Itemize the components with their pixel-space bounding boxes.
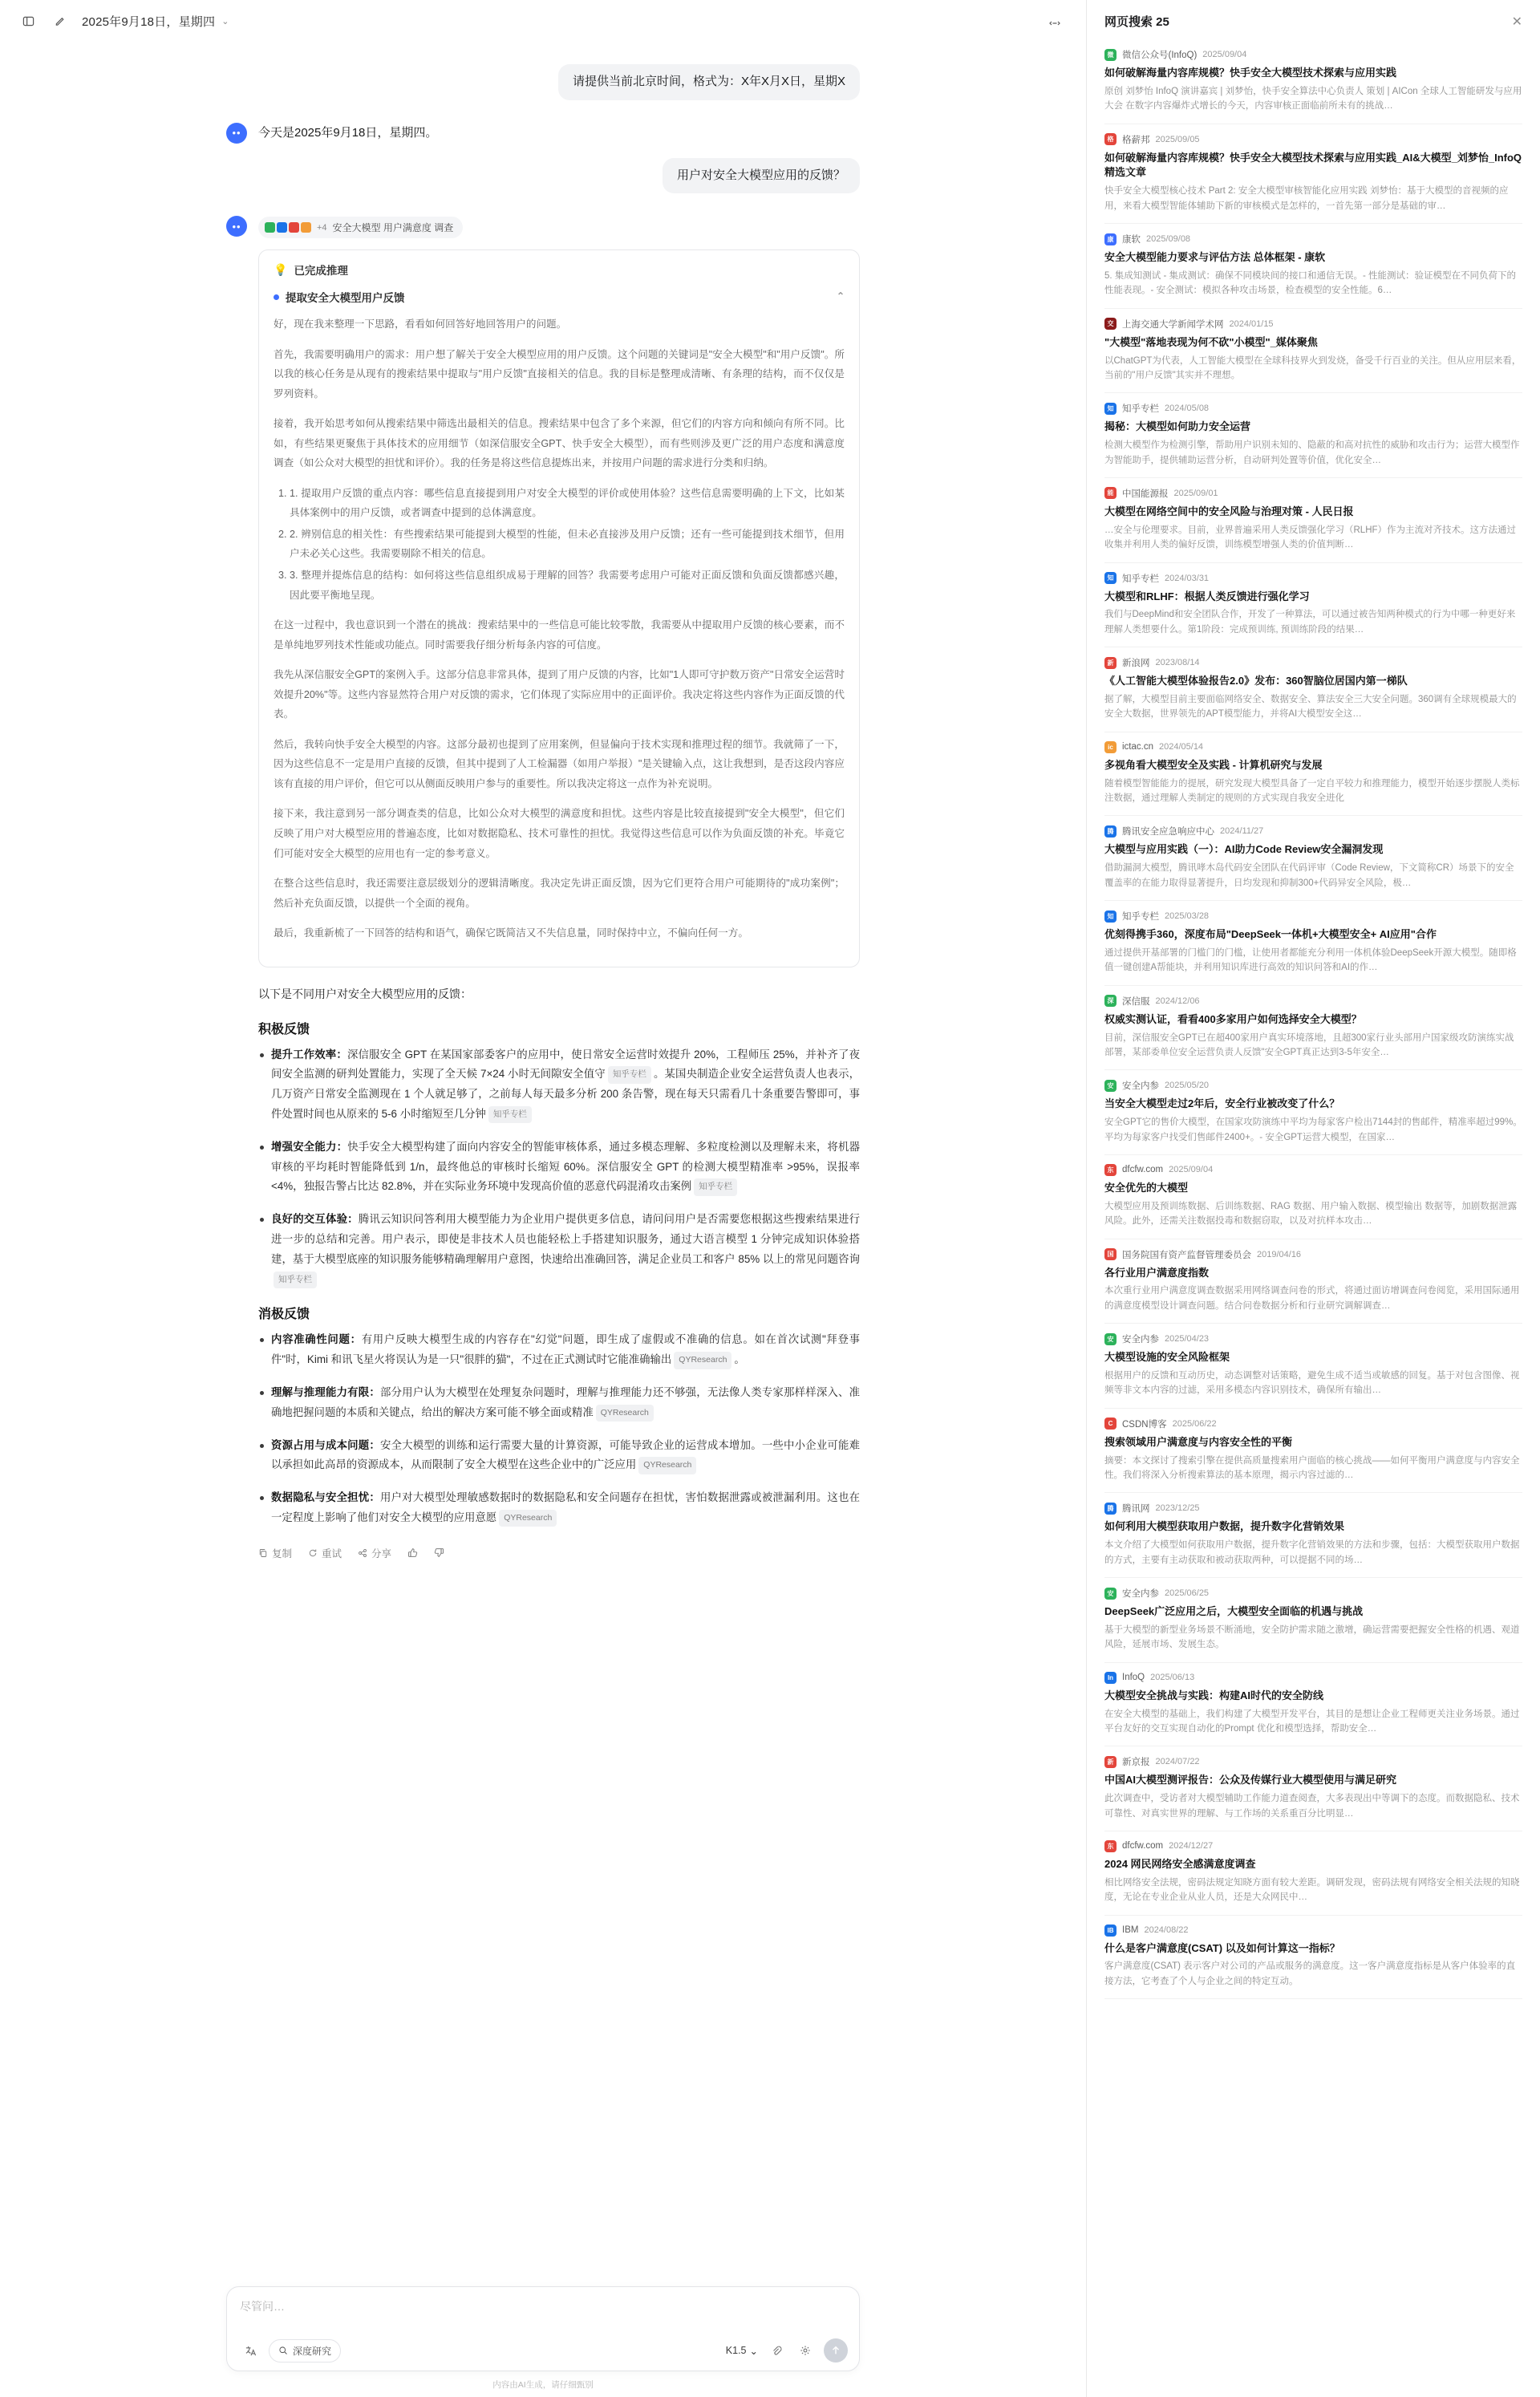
answer-action-bar (258, 1546, 860, 1560)
share-answer-button[interactable] (358, 1546, 391, 1560)
search-result-item[interactable] (1104, 1578, 1522, 1663)
site-favicon-icon: 知 (1104, 572, 1116, 584)
result-title: 揭秘：大模型如何助力安全运营 (1104, 420, 1251, 433)
result-snippet: 我们与DeepMind和安全团队合作，开发了一种算法，可以通过被告知两种模式的行为中哪一种更好来理解人类想要什么。第1阶段：完成预训练, 预训练阶段的结果… (1104, 610, 1516, 635)
user-message-text: 用户对安全大模型应用的反馈？ (663, 158, 860, 194)
site-favicon-icon: 腾 (1104, 825, 1116, 838)
source-tag[interactable]: 知乎专栏 (488, 1106, 532, 1123)
search-result-item[interactable] (1104, 1239, 1522, 1324)
thumbs-down-icon[interactable] (434, 1547, 444, 1558)
assistant-message-body (258, 214, 860, 1560)
result-snippet: 客户满意度(CSAT) 表示客户对公司的产品或服务的满意度。这一客户满意度指标是从客户体验率的直接方法，它考查了个人与企业之间的特定互动。 (1104, 1961, 1516, 1986)
result-meta (1104, 1332, 1522, 1345)
reasoning-paragraph: 在这一过程中，我也意识到一个潜在的挑战：搜索结果中的一些信息可能比较零散，我需要从中提取用户反馈的核心要素，而不是单纯地罗列技术性能或功能点。同时需要我仔细分析每条内容的可信度。 (274, 619, 845, 651)
assistant-answer (258, 985, 860, 1560)
reasoning-steps (290, 484, 845, 605)
close-icon[interactable]: ✕ (1511, 14, 1522, 29)
search-result-item[interactable] (1104, 1155, 1522, 1239)
result-snippet: 基于大模型的新型业务场景不断涌地，安全防护需求随之激增，确运营需要把握安全性格的机遇、观道风险，延展市场、发展生态。 (1104, 1624, 1520, 1650)
result-meta (1104, 656, 1522, 669)
search-result-item[interactable] (1104, 1663, 1522, 1747)
search-result-item[interactable] (1104, 901, 1522, 986)
item-text: 快手安全大模型构建了面向内容安全的智能审核体系，通过多模态理解、多粒度检测以及理解未来，将机器审核的平均耗时智能降低到 1/n，最终他总的审核时长缩短 60%。深信服安全 GPT 的检测大模型精准率 >95%，误报率 <4%，独报告警占比达 82.8%，并在实际业务环境中发现高价值的恶意代码混淆攻击案例 (271, 1140, 861, 1193)
composer[interactable] (226, 2286, 860, 2371)
result-title: 各行业用户满意度指数 (1104, 1266, 1210, 1279)
result-meta (1104, 1248, 1522, 1261)
result-site-name: 上海交通大学新闻学术网 (1122, 319, 1224, 330)
search-result-item[interactable] (1104, 986, 1522, 1071)
item-text: 腾讯云知识问答利用大模型能力为企业用户提供更多信息，请问问用户是否需要您根据这些搜索结果进行进一步的总结和完善。用户表示，即使是非技术人员也能轻松上手搭建知识服务，通过大语言模型 1 分钟完成知识体验搭建，基于大模型底座的知识服务能够精确理解用户意图，快速给出准确回答，满足企业员工和客户 85% 以上的常见问题咨询 (271, 1213, 861, 1265)
result-snippet: 快手安全大模型核心技术 Part 2: 安全大模型审核智能化应用实践 刘梦怡：基于大模型的音视频的应用，来看大模型智能体辅助下新的审核模式是怎样的，一首先第一部分是基础的审… (1104, 186, 1509, 211)
site-favicon-icon: 安 (1104, 1588, 1116, 1600)
list-item (258, 1488, 860, 1528)
search-result-item[interactable] (1104, 1409, 1522, 1494)
result-title: 大模型设施的安全风险框架 (1104, 1351, 1230, 1364)
result-date: 2025/09/05 (1155, 134, 1200, 144)
reasoning-paragraph: 最后，我重新梳了一下回答的结构和语气，确保它既简洁又不失信息量，同时保持中立，不偏向任何一方。 (274, 927, 748, 939)
result-site-name: InfoQ (1122, 1673, 1145, 1683)
result-site-name: 新浪网 (1122, 659, 1150, 669)
search-result-item[interactable] (1104, 224, 1522, 309)
item-text-2: 。 (734, 1353, 745, 1366)
result-date: 2024/12/06 (1155, 996, 1200, 1006)
result-site-name: 腾讯安全应急响应中心 (1122, 827, 1214, 838)
result-snippet: 通过提供开基部署的门槛门的门槛，让使用者都能充分利用一体机体验DeepSeek开源大模型。随即格值一键创建A帮能块，并利用知识库进行高效的知识问答和AI的作… (1104, 947, 1517, 973)
result-date: 2025/05/20 (1165, 1081, 1210, 1091)
result-site-name: 国务院国有资产监督管理委员会 (1122, 1250, 1251, 1260)
result-site-name: IBM (1122, 1925, 1139, 1936)
result-title: 大模型与应用实践（一）：AI助力Code Review安全漏洞发现 (1104, 843, 1384, 856)
result-snippet: 检测大模型作为检测引擎，帮助用户识别未知的、隐蔽的和高对抗性的威胁和攻击行为；运营大模型作为智能助手，提供辅助运营分析，自动研判处置等价值，优化安全… (1104, 440, 1520, 465)
search-result-item[interactable] (1104, 1831, 1522, 1916)
search-result-item[interactable] (1104, 393, 1522, 478)
item-text: 安全大模型的训练和运行需要大量的计算资源，可能导致企业的运营成本增加。一些中小企业可能难以承担如此高昂的资源成本，从而限制了安全大模型在这些企业中的广泛应用 (271, 1438, 861, 1471)
result-title: 如何利用大模型获取用户数据，提升数字化营销效果 (1104, 1520, 1345, 1533)
chat-scroll-area[interactable] (0, 42, 1086, 2397)
item-text: 有用户反映大模型生成的内容存在"幻觉"问题，即生成了虚假或不准确的信息。如在首次试测"拜登事件"时，Kimi 和讯飞星火将误认为是一只"很胖的猫"，不过在正式测试时它能准确输出 (271, 1333, 860, 1366)
user-message (226, 64, 860, 100)
assistant-message (226, 121, 860, 144)
site-favicon-icon: 知 (1104, 911, 1116, 923)
web-search-results[interactable] (1087, 39, 1540, 2023)
chevron-up-icon[interactable]: ⌃ (836, 290, 845, 302)
result-meta (1104, 48, 1522, 61)
answer-section-title-positive: 积极反馈 (258, 1022, 310, 1036)
result-title: 安全优先的大模型 (1104, 1181, 1189, 1194)
result-meta (1104, 1755, 1522, 1768)
item-label: 提升工作效率： (271, 1048, 347, 1061)
source-tag[interactable]: 知乎专栏 (694, 1178, 737, 1195)
new-chat-icon[interactable] (50, 10, 71, 31)
source-tag[interactable]: QYResearch (596, 1405, 654, 1422)
search-result-item[interactable] (1104, 1324, 1522, 1409)
web-search-header (1087, 0, 1540, 39)
site-favicon-icon: 国 (1104, 1248, 1116, 1260)
result-meta (1104, 318, 1522, 331)
result-title: 什么是客户满意度(CSAT) 以及如何计算这一指标？ (1104, 1941, 1340, 1954)
lightbulb-icon: 💡 (274, 262, 288, 276)
reasoning-header-label: 已完成推理 (294, 265, 348, 277)
site-favicon-icon: 东 (1104, 1164, 1116, 1176)
result-snippet: 据了解，大模型目前主要面临网络安全、数据安全、算法安全三大安全问题。360调有全球规模最大的安全大数据，世界领先的APT模型能力，并将AI大模型安全这… (1104, 695, 1517, 720)
reasoning-step: 3. 3. 整理并提炼信息的结构：如何将这些信息组织成易于理解的回答？我需要考虑用户可能对正面反馈和负面反馈都感兴趣，因此要平衡地呈现。 (290, 566, 845, 605)
result-title: 大模型在网络空间中的安全风险与治理对策 - 人民日报 (1104, 505, 1354, 517)
result-site-name: 安全内参 (1122, 1335, 1159, 1345)
result-meta (1104, 1418, 1522, 1430)
result-meta (1104, 910, 1522, 923)
result-date: 2025/06/25 (1165, 1588, 1210, 1599)
search-result-item[interactable] (1104, 647, 1522, 732)
result-date: 2025/09/04 (1169, 1165, 1214, 1175)
chat-input[interactable]: 尽管问… (240, 2300, 285, 2313)
user-message (226, 158, 860, 194)
bullet-dot-icon (274, 294, 279, 300)
retry-button[interactable] (308, 1546, 342, 1560)
result-site-name: 康软 (1122, 235, 1141, 245)
reasoning-step: 1. 1. 提取用户反馈的重点内容：哪些信息直接提到用户对安全大模型的评价或使用体验？这些信息需要明确的上下文，比如某具体案例中的用户反馈，或者调查中提到的总体满意度。 (290, 484, 845, 523)
source-tag[interactable]: 知乎专栏 (274, 1272, 317, 1288)
result-snippet: 本次重行业用户满意度调查数据采用网络调查问卷的形式，将通过面访增调查问卷阅览，采用国际通用的满意度模型设计调查问题。结合问卷数据分析和行业研究调解调查… (1104, 1286, 1520, 1311)
deep-research-button[interactable] (269, 2339, 341, 2363)
site-favicon-icon: 安 (1104, 1080, 1116, 1092)
avatar: •• (226, 123, 247, 144)
result-title: 中国AI大模型测评报告：公众及传媒行业大模型使用与满足研究 (1104, 1774, 1397, 1787)
item-label: 增强安全能力： (271, 1140, 348, 1153)
result-site-name: dfcfw.com (1122, 1165, 1164, 1175)
result-date: 2025/09/04 (1202, 50, 1247, 59)
panel-icon[interactable] (18, 10, 38, 31)
result-meta (1104, 1502, 1522, 1515)
reasoning-paragraph: 接下来，我注意到另一部分调查类的信息，比如公众对大模型的满意度和担忧。这些内容是比较直接提到"安全大模型"，但它们反映了用户对大模型应用的普遍态度，比如对数据隐私、技术可靠性的担忧。我觉得这些信息可以作为负面反馈的补充。毕竟它们可能对安全大模型的应用也有一定的参考意义。 (274, 808, 845, 859)
search-result-item[interactable] (1104, 39, 1522, 124)
result-site-name: 腾讯网 (1122, 1504, 1150, 1515)
deep-research-label: 深度研究 (293, 2345, 332, 2357)
chevron-down-icon[interactable]: ⌄ (221, 16, 229, 26)
result-meta (1104, 1164, 1522, 1176)
result-title: "大模型"落地表现为何不砍"小模型"_媒体聚焦 (1104, 335, 1318, 348)
site-favicon-icon: 东 (1104, 1840, 1116, 1852)
source-tag[interactable]: QYResearch (638, 1457, 696, 1474)
answer-section-title-negative: 消极反馈 (258, 1308, 310, 1322)
result-site-name: 新京报 (1122, 1758, 1150, 1768)
result-snippet: 安全GPT它的售价大模型，在国家攻防演练中平均为每家客户检出7144封的售邮件，精准率超过99%。平均为每家客户找受们售邮件2400+。- 安全GPT运营大模型，在国家… (1104, 1117, 1522, 1142)
search-result-item[interactable] (1104, 309, 1522, 394)
result-site-name: 深信服 (1122, 996, 1150, 1007)
model-name: K1.5 (725, 2345, 747, 2356)
result-snippet: 相比网络安全法规，密码法规定知晓方面有较大差距。调研发现，密码法规有网络安全相关法规的知晓度，无论在专业企业从业人员，还是大众网民中… (1104, 1877, 1520, 1903)
result-snippet: 此次调查中，受访者对大模型辅助工作能力道查阅查，大多表现出中等调下的态度。而数据隐私、技术可靠性、对真实世界的理解、与工作场的关系重百分比明显… (1104, 1794, 1520, 1819)
site-favicon-icon: 安 (1104, 1333, 1116, 1345)
result-meta (1104, 995, 1522, 1008)
model-selector[interactable] (726, 2345, 758, 2357)
share-icon[interactable] (1044, 13, 1065, 34)
site-favicon-icon: 新 (1104, 1756, 1116, 1768)
item-label: 良好的交互体验： (271, 1213, 359, 1226)
result-site-name: 知乎专栏 (1122, 574, 1159, 584)
list-item (258, 1210, 860, 1289)
result-snippet: 摘要：本文探讨了搜索引擎在提供高质量搜索用户面临的核心挑战——如何平衡用户满意度与内容安全性。我们将深入分析搜索算法的基本原理，揭示内容过滤的… (1104, 1455, 1520, 1481)
reasoning-card[interactable] (258, 249, 860, 967)
reasoning-header (274, 262, 845, 278)
reasoning-subheader-label: 提取安全大模型用户反馈 (286, 292, 405, 304)
web-search-chip[interactable] (258, 217, 463, 238)
translate-icon[interactable] (240, 2340, 261, 2361)
result-site-name: ictac.cn (1122, 742, 1153, 752)
search-result-item[interactable] (1104, 1493, 1522, 1578)
result-date: 2024/03/31 (1165, 573, 1210, 583)
site-favicon-icon: IB (1104, 1924, 1116, 1937)
result-meta (1104, 1924, 1522, 1937)
search-result-item[interactable] (1104, 563, 1522, 648)
favicon-red (289, 222, 299, 233)
result-meta (1104, 1840, 1522, 1852)
chevron-down-icon: ⌄ (749, 2345, 758, 2357)
web-search-title: 网页搜索 25 (1104, 15, 1169, 29)
result-meta (1104, 402, 1522, 415)
result-title: 《人工智能大模型体验报告2.0》发布：360智脑位居国内第一梯队 (1104, 675, 1408, 687)
share-label: 分享 (371, 1547, 392, 1559)
source-tag[interactable]: QYResearch (499, 1510, 557, 1527)
list-item (258, 1138, 860, 1197)
composer-toolbar (240, 2338, 848, 2363)
search-result-item[interactable] (1104, 1070, 1522, 1155)
composer-container (0, 2262, 1086, 2397)
result-title: 搜索领域用户满意度与内容安全性的平衡 (1104, 1435, 1293, 1448)
result-date: 2024/08/22 (1144, 1925, 1189, 1936)
assistant-message-body (258, 121, 860, 144)
negative-feedback-list (258, 1330, 860, 1527)
result-date: 2025/03/28 (1165, 911, 1210, 922)
result-title: 当安全大模型走过2年后，安全行业被改变了什么？ (1104, 1097, 1340, 1110)
result-site-name: 格薪邦 (1122, 135, 1150, 145)
search-result-item[interactable] (1104, 478, 1522, 563)
result-meta (1104, 487, 1522, 500)
result-title: 大模型安全挑战与实践：构建AI时代的安全防线 (1104, 1689, 1324, 1701)
result-title: 多视角看大模型安全及实践 - 计算机研究与发展 (1104, 758, 1323, 771)
result-site-name: 微信公众号(InfoQ) (1122, 51, 1198, 60)
result-site-name: 安全内参 (1122, 1589, 1159, 1600)
result-site-name: dfcfw.com (1122, 1841, 1164, 1851)
result-title: 如何破解海量内容库规模？快手安全大模型技术探索与应用实践_AI&大模型_刘梦怡_InfoQ精选文章 (1104, 151, 1522, 179)
item-text-2: 。某国央制造企业安全运营负责人也表示，几万资产日常安全监测现在 1 个人就足够了，之前每人每天最多分析 200 条告警，现在每天只需看几十条重要告警即可，事件处置时间也从原来的 5-6 小时缩短至几分钟 (271, 1068, 860, 1120)
item-label: 资源占用与成本问题： (271, 1438, 380, 1451)
settings-icon[interactable] (795, 2340, 816, 2361)
item-text: 用户对大模型处理敏感数据时的数据隐私和安全问题存在担忧，害怕数据泄露或被泄漏利用。这也在一定程度上影响了他们对安全大模型的应用意愿 (271, 1491, 861, 1523)
result-snippet: 借助漏洞大模型，腾讯哮木岛代码安全团队在代码评审（Code Review，下文简称CR）场景下的安全覆盖率的在能力取得显著提升，日均发现和抑制300+代码异安全风险，极… (1104, 863, 1514, 888)
avatar: •• (226, 216, 247, 237)
site-favicon-icon: C (1104, 1418, 1116, 1430)
item-text: 部分用户认为大模型在处理复杂问题时，理解与推理能力还不够强，无法像人类专家那样样深入、准确地把握问题的本质和关键点，给出的解决方案可能不够全面或精准 (271, 1385, 861, 1418)
site-favicon-icon: In (1104, 1672, 1116, 1684)
site-favicon-icon: 深 (1104, 995, 1116, 1007)
result-meta (1104, 1672, 1522, 1684)
result-title: 如何破解海量内容库规模？快手安全大模型技术探索与应用实践 (1104, 67, 1397, 79)
result-title: 权威实测认证，看看400多家用户如何选择安全大模型？ (1104, 1012, 1362, 1025)
result-date: 2019/04/16 (1257, 1249, 1302, 1259)
result-date: 2025/04/23 (1165, 1334, 1210, 1345)
item-label: 理解与推理能力有限： (271, 1385, 380, 1398)
result-title: 安全大模型能力要求与评估方法 总体框架 - 康软 (1104, 251, 1326, 264)
assistant-message-text: 今天是2025年9月18日，星期四。 (258, 125, 438, 140)
user-message-text: 请提供当前北京时间，格式为：X年X月X日，星期X (558, 64, 860, 100)
search-chip-label: 安全大模型 用户满意度 调查 (332, 222, 454, 233)
site-favicon-icon: 腾 (1104, 1503, 1116, 1515)
list-item (258, 1045, 860, 1125)
source-tag[interactable]: 知乎专栏 (608, 1066, 651, 1083)
list-item (258, 1383, 860, 1423)
reasoning-paragraph: 好，现在我来整理一下思路，看看如何回答好地回答用户的问题。 (274, 318, 567, 330)
favicon-green (265, 222, 275, 233)
result-date: 2024/11/27 (1220, 826, 1264, 837)
copy-button[interactable] (258, 1546, 292, 1560)
item-text: 深信服安全 GPT 在某国家部委客户的应用中，使日常安全运营时效提升 20%，工程师压 25%，并补齐了夜间安全监测的研判处置能力，实现了全天候 7×24 小时无间隙安全值守 (271, 1048, 861, 1081)
result-site-name: 安全内参 (1122, 1081, 1159, 1092)
search-result-item[interactable] (1104, 732, 1522, 817)
send-button[interactable] (824, 2338, 848, 2363)
copy-label: 复制 (272, 1547, 293, 1559)
positive-feedback-list (258, 1045, 860, 1290)
reasoning-paragraph: 然后，我转向快手安全大模型的内容。这部分最初也提到了应用案例，但显偏向于技术实现和推理过程的细节。我就筛了一下，因为这些信息不一定是用户直接的反馈，但其中提到了人工检漏器（如用户举报）"是关键输入点，这让我想到，是否这段内容应该有直接的用户评价，但它可以从侧面反映用户参与的重要性。所以我决定将这一点作为补充说明。 (274, 738, 845, 789)
reasoning-paragraph: 接着，我开始思考如何从搜索结果中筛选出最相关的信息。搜索结果中包含了多个来源，但它们的内容方向和倾向有所不同。比如，有些结果更聚焦于具体技术的应用细节（如深信服安全GPT、快手安全大模型），而有些则涉及更广泛的用户态度和满意度调查（如公众对大模型的担忧和评价）。我的任务是将这些信息提炼出来，并按用户问题的需求进行分类和归纳。 (274, 418, 845, 469)
search-source-favicons (265, 222, 311, 233)
web-search-panel (1087, 0, 1540, 2397)
site-favicon-icon: 交 (1104, 318, 1116, 330)
result-date: 2024/05/14 (1159, 742, 1204, 752)
site-favicon-icon: 新 (1104, 657, 1116, 669)
reasoning-paragraph: 我先从深信服安全GPT的案例入手。这部分信息非常具体，提到了用户反馈的内容，比如"1人即可守护数万资产"日常安全运营时效提升20%"等。这些内容显然符合用户对反馈的需求，它们体现了实际应用中的正面评价。我决定将这些内容作为正面反馈的代表。 (274, 669, 845, 720)
thumbs-up-icon[interactable] (407, 1547, 418, 1558)
result-date: 2024/05/08 (1165, 404, 1210, 414)
result-snippet: 目前，深信服安全GPT已在超400家用户真实环境落地，且超300家行业头部用户国家级攻防演练实战部署，某部委单位安全运营负责人反馈"安全GPT真正达到3-5年安全… (1104, 1032, 1514, 1057)
result-site-name: 知乎专栏 (1122, 404, 1159, 415)
answer-lead: 以下是不同用户对安全大模型应用的反馈： (258, 987, 472, 1000)
site-favicon-icon: 微 (1104, 49, 1116, 61)
list-item (258, 1436, 860, 1476)
result-date: 2023/08/14 (1155, 658, 1200, 668)
result-meta (1104, 825, 1522, 838)
search-result-item[interactable] (1104, 1916, 1522, 2000)
reasoning-paragraph: 首先，我需要明确用户的需求：用户想了解关于安全大模型应用的用户反馈。这个问题的关键词是"安全大模型"和"用户反馈"。所以我的核心任务是从现有的搜索结果中提取与"用户反馈"直接相关的信息。我的目标是整理成清晰、有条理的结构，而不仅仅是罗列资料。 (274, 348, 845, 400)
result-date: 2024/12/27 (1169, 1841, 1214, 1851)
favicon-blue (277, 222, 287, 233)
reasoning-paragraph: 在整合这些信息时，我还需要注意层级划分的逻辑清晰度。我决定先讲正面反馈，因为它们更符合用户可能期待的"成功案例"；然后补充负面反馈，以提供一个全面的视角。 (274, 878, 845, 909)
favicon-orange (301, 222, 311, 233)
search-result-item[interactable] (1104, 816, 1522, 901)
result-date: 2023/12/25 (1155, 1503, 1200, 1514)
search-result-item[interactable] (1104, 1746, 1522, 1831)
result-snippet: 本文介绍了大模型如何获取用户数据，提升数字化营销效果的方法和步骤，包括：大模型获取用户数据的方式，主要有主动获取和被动获取两种，可以提据不同的场… (1104, 1540, 1520, 1565)
site-favicon-icon: ic (1104, 741, 1116, 753)
result-snippet: 根据用户的反馈和互动历史，动态调整对话策略，避免生成不适当或敏感的回复。基于对包含图像、视频等非文本内容的过滤，采用多模态内容识别技术，确保所有输出… (1104, 1371, 1520, 1396)
result-site-name: 知乎专栏 (1122, 912, 1159, 923)
assistant-message (226, 214, 860, 1560)
result-date: 2024/01/15 (1229, 318, 1274, 329)
result-site-name: 中国能源报 (1122, 489, 1169, 499)
item-label: 内容准确性问题： (271, 1333, 362, 1346)
result-snippet: 5. 集成知测试 - 集成测试：确保不同模块间的接口和通信无误。- 性能测试：验证模型在不同负荷下的性能表现。- 安全测试：模拟各种攻击场景，检查模型的安全性能。6… (1104, 270, 1517, 296)
ai-disclaimer: 内容由AI生成，请仔细甄别 (492, 2380, 594, 2390)
result-meta (1104, 233, 1522, 245)
result-date: 2025/09/01 (1173, 488, 1218, 498)
reasoning-step: 2. 2. 辨别信息的相关性：有些搜索结果可能提到大模型的性能，但未必直接涉及用户反馈；还有一些可能提到技术细节，但用户未必关心这些。我需要剔除不相关的信息。 (290, 525, 845, 564)
result-meta (1104, 741, 1522, 753)
result-title: DeepSeek广泛应用之后，大模型安全面临的机遇与挑战 (1104, 1605, 1364, 1618)
site-favicon-icon: 能 (1104, 487, 1116, 499)
result-snippet: 随着模型智能能力的提展，研究发现大模型具备了一定自平较力和推理能力，模型开始逐步摆脱人类标注数据，通过理解人类制定的规则的方式实现自我安全进化 (1104, 778, 1520, 804)
chat-date-label: 2025年9月18日，星期四 (82, 14, 216, 29)
source-tag[interactable]: QYResearch (674, 1352, 732, 1369)
result-title: 优刻得携手360，深度布局"DeepSeek一体机+大模型安全+ AI应用"合作 (1104, 928, 1437, 941)
result-snippet: 大模型应用及预训练数据、后训练数据、RAG 数据、用户输入数据、模型输出 数据等，加剧数据泄露风险。此外，还需关注数据投毒和数据窃取，以及对抗样本攻击… (1104, 1201, 1518, 1227)
list-item (258, 1330, 860, 1370)
result-snippet: …安全与伦理要求。目前，业界普遍采用人类反馈强化学习（RLHF）作为主流对齐技术。这方法通过收集并利用人类的偏好反馈，训练模型增强人类的价值判断… (1104, 525, 1517, 550)
result-meta (1104, 133, 1522, 146)
site-favicon-icon: 康 (1104, 233, 1116, 245)
reasoning-subheader[interactable] (274, 289, 845, 305)
result-date: 2025/06/22 (1172, 1418, 1217, 1429)
reasoning-body (274, 314, 845, 943)
result-meta (1104, 572, 1522, 585)
result-snippet: 以ChatGPT为代表，人工智能大模型在全球科技界火到发烧，备受千行百业的关注。但从应用层来看，当前的"用户反馈"其实并不理想。 (1104, 355, 1522, 380)
result-date: 2024/07/22 (1155, 1757, 1200, 1767)
attach-icon[interactable] (766, 2340, 787, 2361)
result-site-name: CSDN博客 (1122, 1419, 1167, 1430)
search-source-more-count: +4 (317, 222, 327, 233)
result-date: 2025/06/13 (1150, 1673, 1195, 1683)
chat-thread (226, 64, 860, 1560)
item-label: 数据隐私与安全担忧： (271, 1491, 380, 1504)
site-favicon-icon: 知 (1104, 403, 1116, 415)
result-meta (1104, 1079, 1522, 1092)
chat-topbar (0, 0, 1086, 42)
search-result-item[interactable] (1104, 124, 1522, 224)
result-meta (1104, 1587, 1522, 1600)
result-title: 大模型和RLHF：根据人类反馈进行强化学习 (1104, 590, 1310, 602)
result-date: 2025/09/08 (1146, 234, 1191, 245)
result-snippet: 原创 刘梦怡 InfoQ 演讲嘉宾 | 刘梦怡，快手安全算法中心负责人 策划 | AICon 全球人工智能研发与应用大会 在数字内容爆炸式增长的今天，内容审核正面临前所未有的挑战… (1104, 86, 1522, 112)
result-title: 2024 网民网络安全感满意度调查 (1104, 1857, 1256, 1870)
retry-label: 重试 (322, 1547, 342, 1559)
result-snippet: 在安全大模型的基础上，我们构建了大模型开发平台，其目的是想让企业工程师更关注业务场景。通过平台友好的交互实现自动化的Prompt 优化和模型选择，帮助安全… (1104, 1709, 1520, 1734)
site-favicon-icon: 格 (1104, 133, 1116, 145)
